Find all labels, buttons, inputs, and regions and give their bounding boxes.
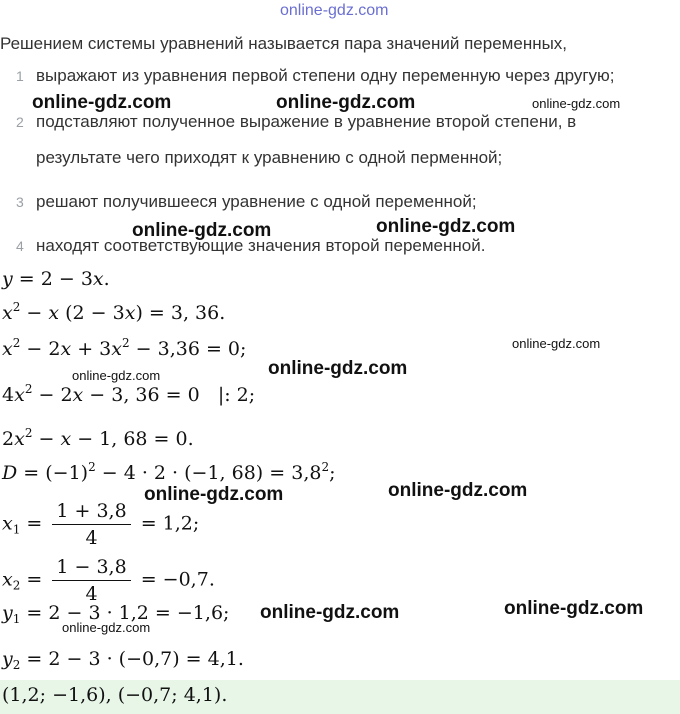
watermark: online-gdz.com (260, 602, 400, 623)
step-text: подставляют полученное выражение в уравнение второй степени, в (36, 112, 577, 131)
eq-x1: $x_1$ = $\frac{1 + 3,8}{4}$ = 1,2; (2, 500, 200, 549)
step-3 (16, 192, 477, 212)
step-number: 1 (16, 68, 24, 84)
eq-y2: $y_2 = 2 - 3 \cdot (-0,7) = 4,1$. (2, 648, 244, 672)
eq-reduced: $2x^2 - x - 1$, 68 = 0. (2, 426, 194, 450)
intro-text: Решением системы уравнений называется пара значений переменных, (0, 34, 568, 53)
answer-box (0, 680, 680, 714)
step-text: выражают из уравнения первой степени одну переменную через другую; (36, 66, 615, 85)
step-number: 3 (16, 194, 24, 210)
eq-expand: $x^2 - 2x + 3x^2 - 3,36 = 0$; (2, 336, 247, 360)
watermark: online-gdz.com (376, 216, 516, 237)
watermark: online-gdz.com (268, 358, 408, 379)
watermark: online-gdz.com (504, 598, 644, 619)
answer-text: (1,2; −1,6), (−0,7; 4,1). (2, 684, 228, 706)
watermark: online-gdz.com (512, 336, 601, 351)
watermark: online-gdz.com (132, 220, 272, 241)
watermark: online-gdz.com (62, 620, 151, 635)
watermark: online-gdz.com (144, 484, 284, 505)
step-2 (16, 112, 576, 132)
watermark: online-gdz.com (388, 480, 528, 501)
eq-y-express: y = 2 − 3x. (2, 268, 110, 290)
step-text: решают получившееся уравнение с одной переменной; (36, 192, 477, 211)
watermark: online-gdz.com (72, 368, 161, 383)
watermark: online-gdz.com (532, 96, 621, 111)
eq-y1: $y_1 = 2 - 3 \cdot 1,2 = -1,6$; (2, 602, 230, 626)
step-text: находят соответствующие значения второй переменной. (36, 236, 486, 255)
eq-x2: $x_2$ = $\frac{1 - 3,8}{4}$ = −0,7. (2, 556, 215, 605)
eq-discriminant: $D = (-1)^2 - 4 \cdot 2 \cdot (-1$, $68) = 3,8^2$; (2, 460, 336, 484)
eq-substitute: $x^2 - x$ (2 − 3x) = 3, 36. (2, 300, 226, 324)
step-number: 4 (16, 238, 24, 254)
step-1 (16, 66, 615, 86)
site-header: online-gdz.com (280, 2, 389, 19)
eq-quadratic: $4x^2 - 2x - 3$, 36 = 0 |: 2; (2, 382, 256, 406)
step-2-continued: результате чего приходят к уравнению с одной перменной; (36, 148, 503, 167)
step-number: 2 (16, 114, 24, 130)
watermark: online-gdz.com (32, 92, 172, 113)
watermark: online-gdz.com (276, 92, 416, 113)
